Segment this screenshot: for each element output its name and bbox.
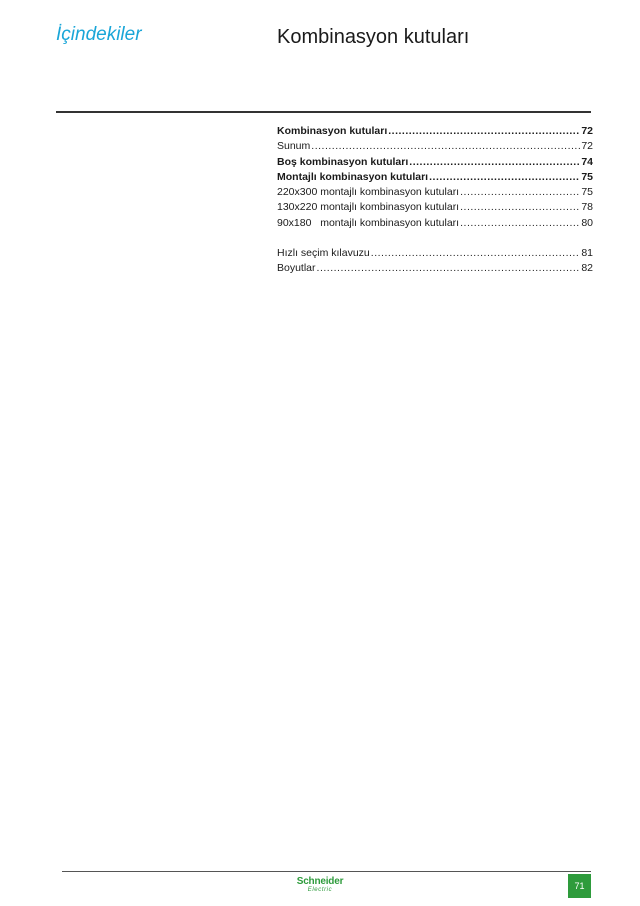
toc-entry-page: 75 [581,170,593,183]
page-number: 71 [574,881,585,891]
toc-entry[interactable] [277,185,593,200]
table-of-contents [277,124,593,277]
logo-wordmark: Schneider [296,876,344,887]
toc-entry-page: 81 [581,247,593,260]
toc-leader-dots [460,200,580,215]
toc-entry[interactable] [277,155,593,170]
schneider-electric-logo [294,877,346,893]
page-title: Kombinasyon kutuları [277,26,470,48]
toc-entry-page: 82 [581,262,593,275]
page-number-badge [568,874,591,898]
toc-leader-dots [409,155,580,170]
toc-entry-label: Sunum [277,140,311,153]
toc-entry[interactable] [277,124,593,139]
toc-leader-dots [460,216,580,231]
toc-entry[interactable] [277,170,593,185]
toc-leader-dots [388,124,580,139]
toc-entry[interactable] [277,261,593,276]
logo-subtext: Electric [307,887,333,893]
toc-entry-label: Kombinasyon kutuları [277,125,388,137]
footer-divider [62,871,591,872]
toc-entry-page: 80 [581,216,593,229]
toc-leader-dots [429,170,580,185]
toc-entry-page: 72 [581,140,593,153]
toc-entry-label: 220x300 montajlı kombinasyon kutuları [277,186,460,199]
toc-entry-label: 130x220 montajlı kombinasyon kutuları [277,201,460,214]
toc-entry-page: 72 [581,125,593,137]
toc-entry[interactable] [277,139,593,154]
toc-entry-page: 75 [581,186,593,199]
toc-entry[interactable] [277,216,593,231]
toc-entry[interactable] [277,200,593,215]
toc-entry-label: Hızlı seçim kılavuzu [277,247,370,260]
toc-leader-dots [460,185,580,200]
toc-leader-dots [311,139,580,154]
toc-entry-label: Boyutlar [277,262,316,275]
header-divider [56,111,591,113]
toc-entry-label: 90x180 montajlı kombinasyon kutuları [277,216,460,229]
toc-leader-dots [371,246,581,261]
toc-entry-label: Boş kombinasyon kutuları [277,155,409,168]
toc-entry-label: Montajlı kombinasyon kutuları [277,170,429,183]
section-heading: İçindekiler [56,24,142,45]
toc-entry[interactable] [277,246,593,261]
toc-entry-page: 78 [581,201,593,214]
toc-leader-dots [317,261,581,276]
toc-entry-page: 74 [581,155,593,168]
